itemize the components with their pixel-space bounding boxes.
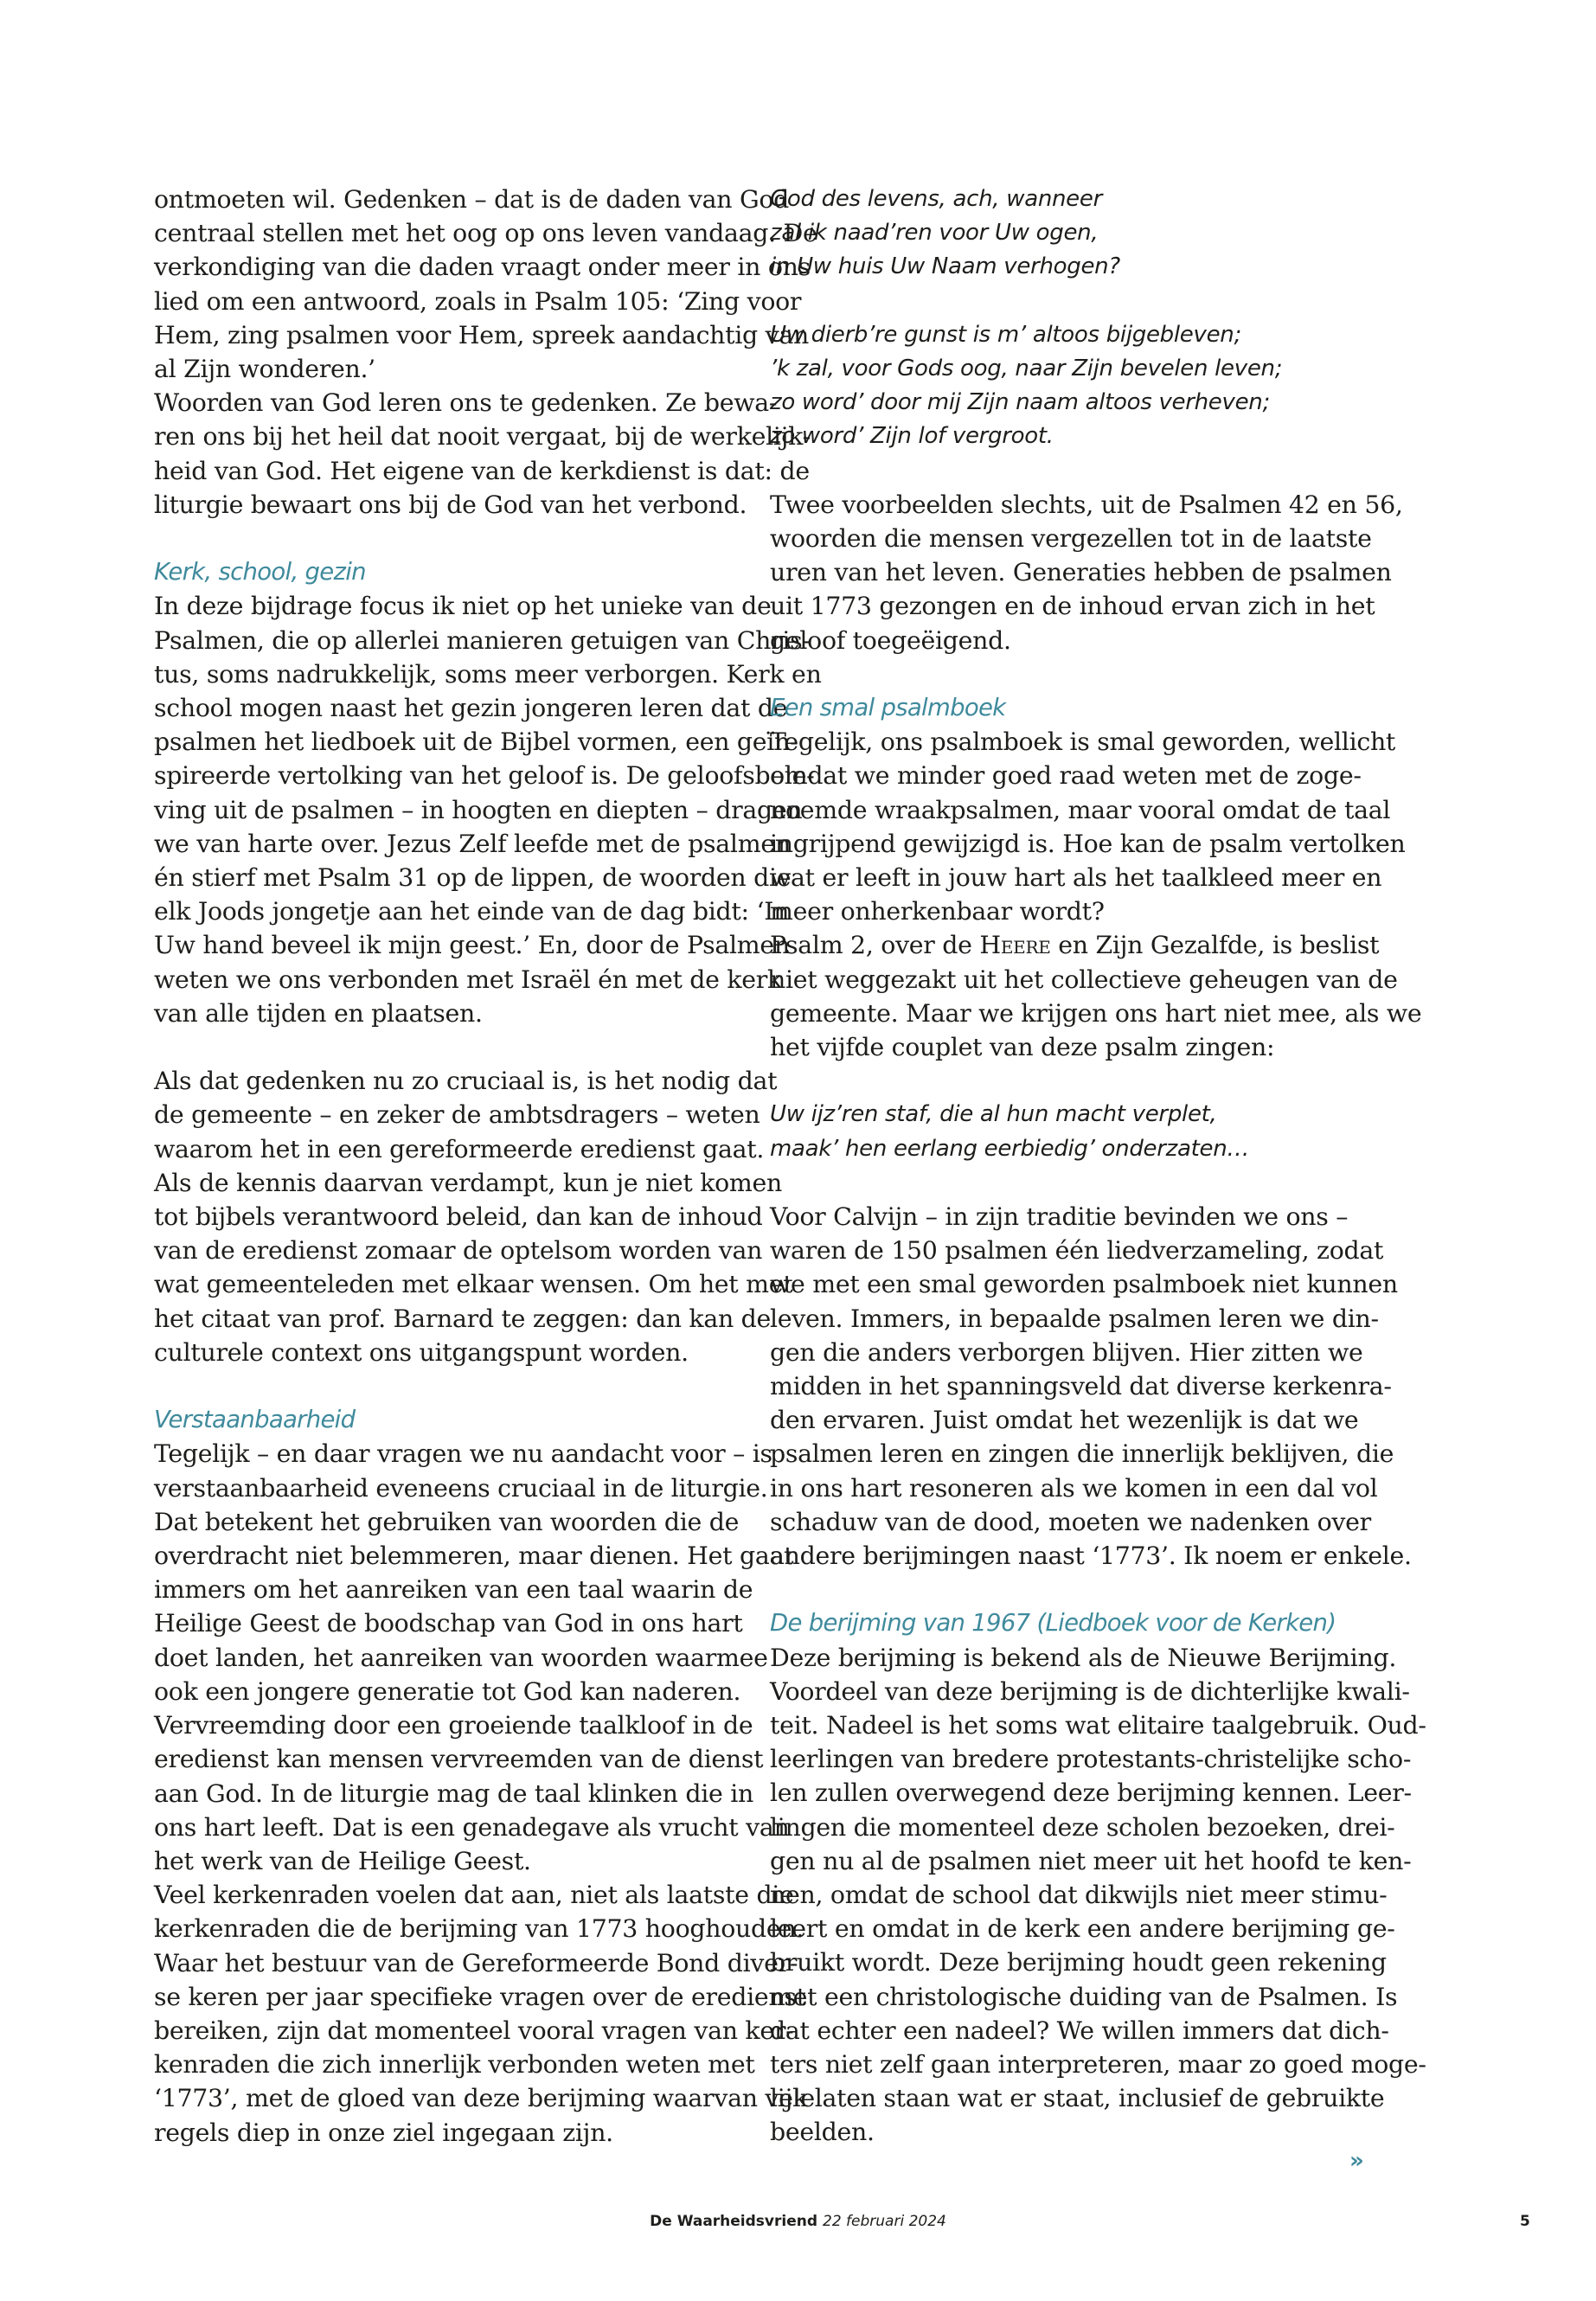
text-line: uren van het leven. Generaties hebben de psalmen <box>770 558 1392 587</box>
text-line: andere berijmingen naast ‘1773’. Ik noem er enkele. <box>770 1541 1412 1571</box>
text-line: Uw hand beveel ik mijn geest.’ En, door de Psalmen <box>154 931 790 960</box>
text-line: de gemeente – en zeker de ambtsdragers – weten <box>154 1100 760 1130</box>
text-line: Tegelijk – en daar vragen we nu aandacht voor – is <box>154 1439 772 1469</box>
left-column <box>154 183 822 2150</box>
magazine-name: De Waarheidsvriend <box>650 2213 818 2230</box>
poem-quote-psalm-42 <box>770 183 1358 285</box>
continue-arrow-icon: » <box>1349 2148 1364 2174</box>
text-line: gemeente. Maar we krijgen ons hart niet mee, als we <box>770 998 1422 1028</box>
text-line: maak’ hen eerlang eerbiedig’ onderzaten… <box>770 1135 1250 1162</box>
text-line: tus, soms nadrukkelijk, soms meer verborgen. Kerk en <box>154 659 822 689</box>
text-line: geloof toegeëigend. <box>770 625 1011 655</box>
text-line: ons hart leeft. Dat is een genadegave als vrucht van <box>154 1812 790 1842</box>
text-line: immers om het aanreiken van een taal waarin de <box>154 1575 753 1605</box>
text-line: zo word’ Zijn lof vergroot. <box>770 423 1054 450</box>
text-line: school mogen naast het gezin jongeren leren dat de <box>154 694 788 723</box>
text-line: ontmoeten wil. Gedenken – dat is de daden van God <box>154 185 790 214</box>
text-line: kerkenraden die de berijming van 1773 hooghouden. <box>154 1914 804 1944</box>
text-line: wat gemeenteleden met elkaar wensen. Om het met <box>154 1270 793 1299</box>
text-line: we met een smal geworden psalmboek niet kunnen <box>770 1270 1398 1299</box>
text-line: den ervaren. Juist omdat het wezenlijk is dat we <box>770 1406 1359 1435</box>
text-line: regels diep in onze ziel ingegaan zijn. <box>154 2118 613 2147</box>
text-line: centraal stellen met het oog op ons leven vandaag. De <box>154 219 817 248</box>
heading-smal-psalmboek: Een smal psalmboek <box>770 694 1006 721</box>
text-line: Veel kerkenraden voelen dat aan, niet als laatste die <box>154 1881 794 1910</box>
text-line: het vijfde couplet van deze psalm zingen: <box>770 1033 1275 1062</box>
text-line: ook een jongere generatie tot God kan naderen. <box>154 1676 741 1706</box>
text-line: van de eredienst zomaar de optelsom worden van <box>154 1236 763 1266</box>
section-smal-psalmboek <box>770 725 1422 1064</box>
text-line: lingen die momenteel deze scholen bezoeken, drei- <box>770 1812 1395 1842</box>
text-line: Voordeel van deze berijming is de dichterlijke kwali- <box>770 1676 1410 1706</box>
text-line: het citaat van prof. Barnard te zeggen: dan kan de <box>154 1304 772 1333</box>
text-line: Heilige Geest de boodschap van God in ons hart <box>154 1609 743 1638</box>
text-line: ren ons bij het heil dat nooit vergaat, bij de werkelijk- <box>154 422 811 452</box>
text-line: ’k zal, voor Gods oog, naar Zijn bevelen leven; <box>770 356 1283 381</box>
text-line: God des levens, ach, wanneer <box>770 186 1102 212</box>
text-line: Dat betekent het gebruiken van woorden die de <box>154 1507 740 1536</box>
paragraph-calvijn <box>770 1200 1412 1573</box>
text-line: zal ik naad’ren voor Uw ogen, <box>770 220 1099 247</box>
text-line: liturgie bewaart ons bij de God van het verbond. <box>154 490 747 519</box>
text-line: Psalmen, die op allerlei manieren getuigen van Chris- <box>154 625 811 655</box>
text-line: al Zijn wonderen.’ <box>154 355 375 384</box>
text-line: wat er leeft in jouw hart als het taalkleed meer en <box>770 863 1382 893</box>
text-line: van alle tijden en plaatsen. <box>154 998 483 1028</box>
text-line: culturele context ons uitgangspunt worden. <box>154 1337 689 1367</box>
text-line: Hem, zing psalmen voor Hem, spreek aandachtig van <box>154 320 809 349</box>
heere-small-caps: Heere <box>979 931 1051 960</box>
issue-date: 22 februari 2024 <box>823 2213 946 2230</box>
text-line: Woorden van God leren ons te gedenken. Ze bewa- <box>154 388 778 418</box>
text-line: Tegelijk, ons psalmboek is smal geworden, wellicht <box>770 727 1396 757</box>
text-line: verkondiging van die daden vraagt onder meer in ons <box>154 253 811 282</box>
text-line: Uw ijz’ren staf, die al hun macht verplet, <box>770 1101 1217 1128</box>
right-column <box>770 183 1426 2150</box>
heading-verstaanbaarheid: Verstaanbaarheid <box>154 1406 356 1434</box>
text-line: in ons hart resoneren als we komen in een dal vol <box>770 1473 1378 1503</box>
text-line: dat echter een nadeel? We willen immers dat dich- <box>770 2016 1389 2045</box>
text-line: ‘1773’, met de gloed van deze berijming waarvan vele <box>154 2084 815 2113</box>
text-line: bruikt wordt. Deze berijming houdt geen rekening <box>770 1948 1387 1977</box>
text-line: nen, omdat de school dat dikwijls niet meer stimu- <box>770 1881 1388 1910</box>
text-line: leert en omdat in de kerk een andere berijming ge- <box>770 1914 1395 1944</box>
heading-kerk-school-gezin: Kerk, school, gezin <box>154 558 366 586</box>
paragraph-gedenken <box>154 1064 793 1369</box>
intro-paragraph <box>154 183 817 522</box>
text-line: se keren per jaar specifieke vragen over de eredienst <box>154 1982 806 2011</box>
text-line: ving uit de psalmen – in hoogten en diepten – dragen <box>154 795 803 824</box>
text-line: met een christologische duiding van de Psalmen. Is <box>770 1982 1398 2011</box>
text-line: kenraden die zich innerlijk verbonden weten met <box>154 2050 755 2080</box>
text-line: In deze bijdrage focus ik niet op het unieke van de <box>154 592 772 621</box>
text-line: bereiken, zijn dat momenteel vooral vragen van ker- <box>154 2016 794 2045</box>
text-line: overdracht niet belemmeren, maar dienen. Het gaat <box>154 1541 794 1571</box>
section-berijming-1967 <box>770 1641 1426 2150</box>
text-line: omdat we minder goed raad weten met de zoge- <box>770 761 1362 791</box>
psalm-2-line: Psalm 2, over de Heere en Zijn Gezalfde, is beslist <box>770 931 1380 960</box>
text-line: leven. Immers, in bepaalde psalmen leren we din- <box>770 1304 1379 1333</box>
page-footer <box>0 2213 1596 2230</box>
text-line: tot bijbels verantwoord beleid, dan kan de inhoud <box>154 1202 763 1232</box>
text-line: Uw dierb’re gunst is m’ altoos bijgebleven; <box>770 321 1241 348</box>
text-line: len zullen overwegend deze berijming kennen. Leer- <box>770 1779 1412 1808</box>
text-line: én stierf met Psalm 31 op de lippen, de woorden die <box>154 863 792 893</box>
text-line: Als dat gedenken nu zo cruciaal is, is het nodig dat <box>154 1067 778 1096</box>
text-line: meer onherkenbaar wordt? <box>770 897 1105 926</box>
text-line: psalmen leren en zingen die innerlijk beklijven, die <box>770 1439 1394 1469</box>
text-line: doet landen, het aanreiken van woorden waarmee <box>154 1643 768 1672</box>
text-line: schaduw van de dood, moeten we nadenken over <box>770 1507 1371 1536</box>
text-line: teit. Nadeel is het soms wat elitaire taalgebruik. Oud- <box>770 1711 1426 1740</box>
text-line: uit 1773 gezongen en de inhoud ervan zich in het <box>770 592 1375 621</box>
text-line: spireerde vertolking van het geloof is. De geloofsbele- <box>154 761 815 791</box>
text-line: niet weggezakt uit het collectieve geheugen van de <box>770 965 1398 994</box>
text-line: ters niet zelf gaan interpreteren, maar zo goed moge- <box>770 2050 1426 2080</box>
text-line: weten we ons verbonden met Israël én met de kerk <box>154 965 782 994</box>
text-line: zo word’ door mij Zijn naam altoos verheven; <box>770 389 1270 416</box>
text-line: eredienst kan mensen vervreemden van de dienst <box>154 1745 764 1774</box>
text-line: Waar het bestuur van de Gereformeerde Bond diver- <box>154 1948 798 1977</box>
text-line: beelden. <box>770 2118 875 2147</box>
text-line: gen die anders verborgen blijven. Hier zitten we <box>770 1337 1363 1367</box>
poem-quote-psalm-2 <box>770 1098 1358 1165</box>
text-line: heid van God. Het eigene van de kerkdienst is dat: de <box>154 456 810 485</box>
text-line: lied om een antwoord, zoals in Psalm 105: ‘Zing voor <box>154 286 802 316</box>
text-line: we van harte over. Jezus Zelf leefde met de psalmen <box>154 829 791 858</box>
page-number: 5 <box>1520 2213 1530 2230</box>
section-verstaanbaarheid <box>154 1437 815 2149</box>
text-line: verstaanbaarheid eveneens cruciaal in de liturgie. <box>154 1473 768 1503</box>
heading-berijming-1967: De berijming van 1967 (Liedboek voor de Kerken) <box>770 1609 1336 1638</box>
text-line: midden in het spanningsveld dat diverse kerkenra- <box>770 1372 1392 1401</box>
text-line: Als de kennis daarvan verdampt, kun je niet komen <box>154 1168 782 1197</box>
text-line: gen nu al de psalmen niet meer uit het hoofd te ken- <box>770 1846 1412 1875</box>
text-line: waren de 150 psalmen één liedverzameling, zodat <box>770 1236 1384 1266</box>
text-line: psalmen het liedboek uit de Bijbel vormen, een geïn- <box>154 727 798 757</box>
text-line: het werk van de Heilige Geest. <box>154 1846 531 1875</box>
text-line: Deze berijming is bekend als de Nieuwe Berijming. <box>770 1643 1397 1672</box>
poem-quote-psalm-56 <box>770 318 1358 454</box>
section-kerk-school-gezin <box>154 589 822 1030</box>
text-line: lijk laten staan wat er staat, inclusief de gebruikte <box>770 2084 1385 2113</box>
text-line: woorden die mensen vergezellen tot in de laatste <box>770 524 1372 553</box>
text-line: Twee voorbeelden slechts, uit de Psalmen 42 en 56, <box>770 490 1403 519</box>
text-line: noemde wraakpsalmen, maar vooral omdat de taal <box>770 795 1391 824</box>
text-line: Vervreemding door een groeiende taalkloof in de <box>154 1711 753 1740</box>
paragraph-twee-voorbeelden <box>770 488 1403 657</box>
text-line: waarom het in een gereformeerde eredienst gaat. <box>154 1134 765 1163</box>
text-line: ingrijpend gewijzigd is. Hoe kan de psalm vertolken <box>770 829 1406 858</box>
text-line: in Uw huis Uw Naam verhogen? <box>770 253 1120 280</box>
text-line: Voor Calvijn – in zijn traditie bevinden we ons – <box>770 1202 1349 1232</box>
text-line: aan God. In de liturgie mag de taal klinken die in <box>154 1779 754 1808</box>
text-line: elk Joods jongetje aan het einde van de dag bidt: ‘In <box>154 897 790 926</box>
text-line: leerlingen van bredere protestants-christelijke scho- <box>770 1745 1412 1774</box>
